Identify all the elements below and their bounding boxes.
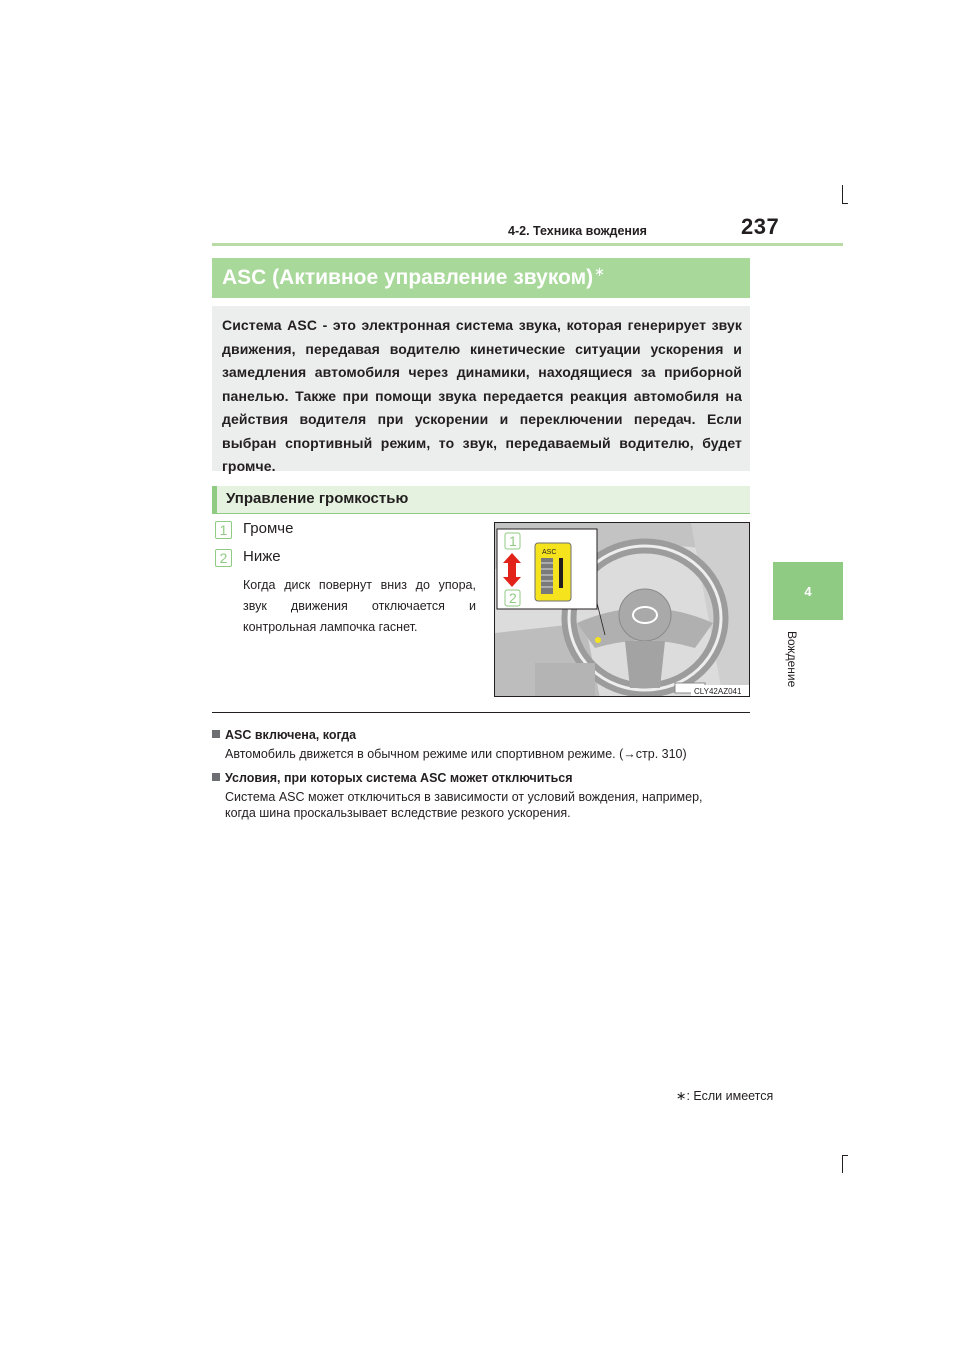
- subsection-rule: [212, 513, 750, 514]
- bullet-square-icon: [212, 730, 220, 738]
- steering-wheel-illustration: [495, 523, 750, 697]
- page-number: 237: [741, 214, 780, 239]
- dashboard-illustration: [494, 522, 750, 697]
- item-number: 1: [215, 521, 232, 539]
- intro-text: Система ASC - это электронная система звука, которая генерирует звук движения, передавая водителю кинетические ситуации ускорения и замедления автомобиля через динамики, находящиеся за приборной панелью. Также при помощи звука передается реакция автомобиля на действия водителя при ускорении и переключении передач. Если выбран спортивный режим, то звук, передаваемый водителю, будет громче.: [222, 317, 742, 474]
- crop-mark: [842, 1155, 848, 1156]
- item-label: Ниже: [243, 548, 281, 565]
- section-header: 4-2. Техника вождения: [508, 224, 647, 238]
- asc-dial-marker: [595, 637, 601, 643]
- chapter-label: Вождение: [785, 631, 799, 688]
- page-title-text: ASC (Активное управление звуком): [222, 266, 594, 289]
- intro-box: [212, 306, 750, 474]
- subsection-title: Управление громкостью: [226, 490, 409, 507]
- crop-mark: [842, 1155, 843, 1173]
- crop-mark: [842, 203, 848, 204]
- page-title: [222, 264, 605, 290]
- title-mark: ∗: [594, 264, 606, 279]
- note-heading: [212, 771, 573, 785]
- crop-mark: [842, 185, 843, 203]
- note-body: Автомобиль движется в обычном режиме или спортивном режиме. (→стр. 310): [225, 747, 687, 761]
- chapter-tab[interactable]: 4: [773, 562, 843, 620]
- bullet-square-icon: [212, 773, 220, 781]
- item-number: 2: [215, 549, 232, 567]
- subsection-header: [212, 486, 750, 513]
- asc-switch-label: ASC: [542, 549, 557, 556]
- note-body: когда шина проскальзывает вследствие резкого ускорения.: [225, 806, 571, 820]
- section-divider: [212, 712, 750, 713]
- footnote: ∗: Если имеется: [676, 1089, 774, 1103]
- note-body: Система ASC может отключиться в зависимости от условий вождения, например,: [225, 790, 703, 804]
- item-note: Когда диск повернут вниз до упора, звук движения отключается и контрольная лампочка гаснет.: [243, 578, 476, 634]
- callout-1: 1: [509, 533, 517, 549]
- header-rule: [212, 243, 843, 246]
- note-heading-text: Условия, при которых система ASC может отключиться: [225, 771, 573, 785]
- title-banner: [212, 258, 750, 298]
- item-label: Громче: [243, 520, 294, 537]
- figure-code: CLY42AZ041: [694, 687, 742, 696]
- note-heading-text: ASC включена, когда: [225, 728, 357, 742]
- note-heading: [212, 728, 356, 742]
- callout-2: 2: [509, 590, 517, 606]
